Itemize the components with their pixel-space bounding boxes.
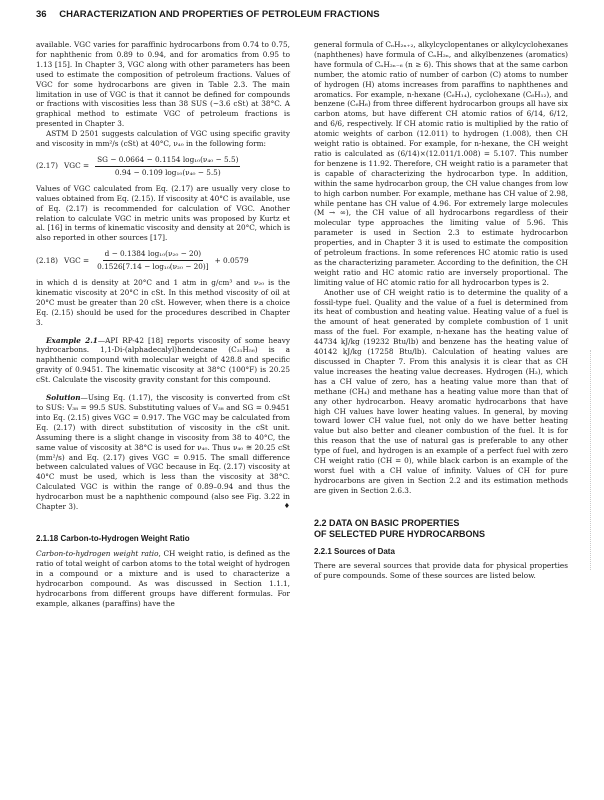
paragraph-vgc-ranges: available. VGC varies for paraffinic hydrocarbons from 0.74 to 0.75, for naphthenic from 0.89 to 0.94, and for aromatics from 0.95 to 1.13 [15]. In Chapter 3, VGC along with other parameters has been used to estimate the composition of petroleum fractions. Values of VGC for some hydrocarbons are given in Table 2.3. The main limitation in use of VGC is that it cannot be defined for compounds or fractions with viscosities less than 38 SUS (~3.6 cSt) at 38°C. A graphical method to estimate VGC of petroleum fractions is presented in Chapter 3. (36, 40, 290, 129)
paragraph-density-note: in which d is density at 20°C and 1 atm in g/cm³ and ν₂₀ is the kinematic viscosity at 20°C in cSt. In this method viscosity of oil at 20°C must be greater than 20 cSt. However, when there is a choice Eq. (2.15) should be used for the procedures described in Chapter 3. (36, 278, 290, 327)
paragraph-vgc-values: Values of VGC calculated from Eq. (2.17) are usually very close to values obtained from Eq. (2.15). If viscosity at 40°C is available, use of Eq. (2.17) is recommended for calculation of VGC. Another relation to calculate VGC in metric units was proposed by Kurtz et al. [16] in terms of kinematic viscosity and density at 20°C, which is also reported in other sources [17]. (36, 183, 290, 243)
heading-line-2: OF SELECTED PURE HYDROCARBONS (314, 528, 486, 539)
equation-2-18 (36, 249, 290, 272)
equation-2-17 (36, 155, 290, 178)
margin-dots (590, 350, 594, 570)
paragraph-astm: ASTM D 2501 suggests calculation of VGC using specific gravity and viscosity in mm²/s (cSt) at 40°C, ν₄₀ in the following form: (36, 129, 290, 149)
equation-fraction (95, 155, 240, 178)
example-text: —API RP-42 [18] reports viscosity of some heavy hydrocarbons. 1,1-Di-(alphadecalyl)hendecane (C₃₁H₅₆) is a naphthenic compound with molecular weight of 428.8 and specific gravity of 0.9451. The kinematic viscosity at 38°C (100°F) is 20.25 cSt. Calculate the viscosity gravity constant for this compound. (36, 335, 290, 385)
term-lead: Carbon-to-hydrogen weight ratio (36, 548, 159, 558)
section-heading-2-2 (314, 518, 568, 540)
running-title: CHARACTERIZATION AND PROPERTIES OF PETROLEUM FRACTIONS (59, 9, 380, 20)
denominator: 0.1526[7.14 − log₁₀(ν₂₀ − 20)] (97, 262, 209, 272)
page-number: 36 (36, 9, 47, 20)
equation-number: (2.17) (36, 161, 58, 171)
example-2-1 (36, 336, 290, 386)
solution-text: —Using Eq. (1.17), the viscosity is converted from cSt to SUS: V₃₈ = 99.5 SUS. Substituting values of V₃₈ and SG = 0.9451 into Eq. (2.15) gives VGC = 0.917. The VGC may be calculated from Eq. (2.17) with direct substitution of viscosity in the cSt unit. Assuming there is a slight change in viscosity from 38 to 40°C, the same value of viscosity at 38°C is used for ν₄₀. Thus ν₄₀ ≅ 20.25 cSt (mm²/s) and Eq. (2.17) gives VGC = 0.915. The small difference between calculated values of VGC because in Eq. (2.17) viscosity at 40°C must be used, which is less than the viscosity at 38°C. Calculated VGC is within the range of 0.89–0.94 and thus the hydrocarbon must be a naphthenic compound (also see Fig. 3.22 in Chapter 3). (36, 393, 290, 512)
left-column (36, 40, 290, 608)
paragraph-formulas: general formula of CₙH₂ₙ₊₂, alkylcyclopentanes or alkylcyclohexanes (naphthenes) have formula of CₙH₂ₙ, and alkylbenzenes (aromatics) have formula of CₙH₂ₙ₋₆ (n ≥ 6). This shows that at the same carbon number, the atomic ratio of number of carbon (C) atoms to number of hydrogen (H) atoms increases from paraffins to naphthenes and aromatics. For example, n-hexane (C₆H₁₄), cyclohexane (C₆H₁₂), and benzene (C₆H₆) from three different hydrocarbon groups all have six carbon atoms, but have different CH atomic ratios of 6/14, 6/12, and 6/6, respectively. If CH atomic ratio is multiplied by the ratio of atomic weights of carbon (12.011) to hydrogen (1.008), then CH weight ratio is obtained. For example, for n-hexane, the CH weight ratio is calculated as (6/14)×(12.011/1.008) = 5.107. This number for benzene is 11.92. Therefore, CH weight ratio is a parameter that is capable of characterizing the hydrocarbon type. In addition, within the same hydrocarbon group, the CH value changes from low to high carbon number. For example, methane has CH value of 2.98, while pentane has CH value of 4.96. For extremely large molecules (M → ∞), the CH value of all hydrocarbons regardless of their molecular type approaches the limiting value of 5.96. This parameter is used in Section 2.3 to estimate hydrocarbon properties, and in Chapter 3 it is used to estimate the composition of petroleum fractions. In some references HC atomic ratio is used as the characterizing parameter. According to the definition, the CH weight ratio and HC atomic ratio are inversely proportional. The limiting value of HC atomic ratio for all hydrocarbon types is 2. (314, 40, 568, 287)
paragraph-ch-text: , CH weight ratio, is defined as the ratio of total weight of carbon atoms to the total weight of hydrogen in a compound or a mixture and is used to characterize a hydrocarbon compound. As was discussed in Section 1.1.1, hydrocarbons from different groups have different formulas. For example, alkanes (paraffins) have the (36, 548, 290, 608)
section-heading-2-2-1: 2.2.1 Sources of Data (314, 546, 395, 556)
section-heading-2-1-18: 2.1.18 Carbon-to-Hydrogen Weight Ratio (36, 533, 190, 543)
example-label: Example 2.1 (46, 335, 98, 345)
heading-line-1: 2.2 DATA ON BASIC PROPERTIES (314, 517, 460, 528)
solution (36, 393, 290, 512)
equation-fraction (95, 249, 211, 272)
end-of-example-mark: ♦ (283, 502, 290, 511)
equation-number: (2.18) (36, 255, 58, 265)
paragraph-sources: There are several sources that provide data for physical properties of pure compounds. Some of these sources are listed below. (314, 560, 568, 580)
numerator: d − 0.1384 log₁₀(ν₂₀ − 20) (103, 249, 204, 261)
paragraph-ch-ratio (36, 549, 290, 608)
solution-label: Solution (46, 393, 81, 403)
denominator: 0.94 − 0.109 log₁₀(ν₄₀ − 5.5) (114, 167, 221, 177)
right-column (314, 40, 568, 581)
equation-constant: + 0.0579 (214, 255, 249, 265)
equation-lhs: VGC = (64, 161, 90, 171)
running-header (36, 9, 576, 23)
numerator: SG − 0.0664 − 0.1154 log₁₀(ν₄₀ − 5.5) (95, 155, 240, 167)
equation-lhs: VGC = (64, 255, 90, 265)
paragraph-fuel-quality: Another use of CH weight ratio is to determine the quality of a fossil-type fuel. Quality and the value of a fuel is determined from its heat of combustion and heating value. Heating value of a fuel is the amount of heat generated by complete combustion of 1 unit mass of the fuel. For example, n-hexane has the heating value of 44734 kJ/kg (19232 Btu/lb) and benzene has the heating value of 40142 kJ/kg (17258 Btu/lb). Calculation of heating values are discussed in Chapter 7. From this analysis it is clear that as CH value increases the heating value decreases. Hydrogen (H₂), which has a CH value of zero, has a heating value more than that of methane (CH₄) and methane has a heating value more than that of any other hydrocarbon. Heavy aromatic hydrocarbons that have high CH values have lower heating values. In general, by moving toward lower CH value fuel, not only do we have better heating value but also better and cleaner combustion of the fuel. It is for this reason that the use of natural gas is preferable to any other type of fuel, and hydrogen is an example of a perfect fuel with zero CH weight ratio (CH = 0), while black carbon is an example of the worst fuel with a CH value of infinity. Values of CH for pure hydrocarbons are given in Section 2.2 and its estimation methods are given in Section 2.6.3. (314, 287, 568, 495)
